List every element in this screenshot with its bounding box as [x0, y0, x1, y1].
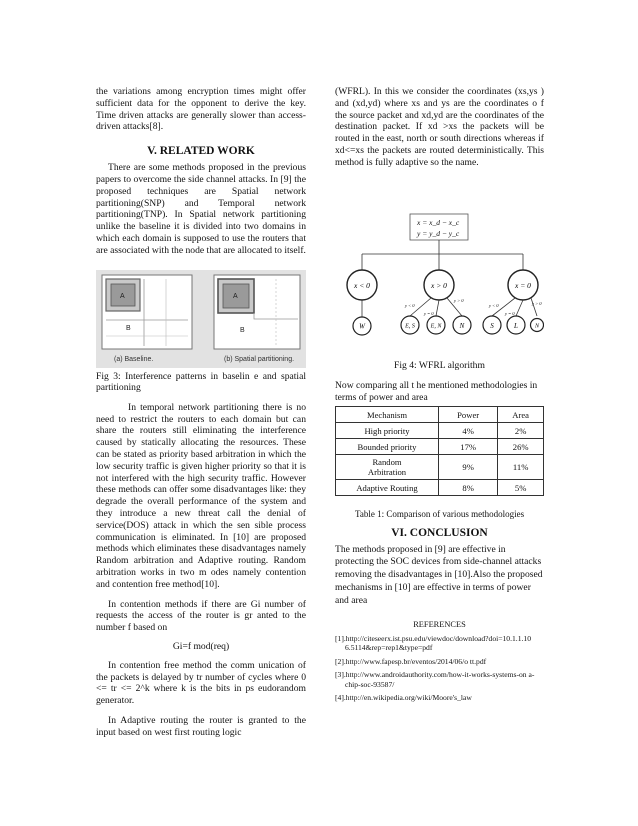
fig3-label-a1: A: [120, 293, 125, 300]
table-cell: 11%: [498, 455, 544, 480]
section-title-related-work: V. RELATED WORK: [147, 145, 255, 158]
related-work-paragraph-3: In contention methods if there are Gi number of requests the access of the router is gr anted to the number f based on: [96, 598, 306, 634]
reference-item: [1].http://citeseerx.ist.psu.edu/viewdoc/download?doi=10.1.1.10 6.5114&rep=rep1&type=pdf: [335, 634, 531, 653]
table-header-row: [336, 407, 544, 423]
fig4-branch-y-neg-mid: y < 0: [405, 303, 415, 308]
fig3-subcaption-a: (a) Baseline.: [114, 356, 154, 363]
fig3-label-b1: B: [126, 325, 131, 332]
fig4-eq1: x = x_d − x_c: [417, 218, 460, 227]
related-work-paragraph-1: There are some methods proposed in the previous papers to overcome the side channel attacks. In [9] the proposed techniques are Spatial network partitioning(SNP) and Temporal network partitioning(TNP). In Spatial network partitioning unlike the baseline it is divided into two domains in which each domain is supposed to use the routers that are associated with the node that are allocated to itself.: [96, 162, 306, 256]
fig4-leaf-2: E, N: [430, 323, 442, 330]
table-cell: 4%: [439, 423, 498, 439]
figure-3-image: [96, 270, 306, 368]
equation: Gi=f mod(req): [172, 640, 230, 652]
fig4-cond-left: x < 0: [354, 281, 370, 290]
fig4-branch-y-neg-right: y < 0: [489, 303, 499, 308]
table-cell: Random Arbitration: [336, 455, 439, 480]
reference-item: [2].http://www.fapesp.br/eventos/2014/06/o tt.pdf: [335, 656, 487, 666]
fig4-branch-y-pos-right: y > 0: [532, 301, 542, 306]
table-header: Power: [439, 407, 498, 423]
fig4-cond-right: x = 0: [515, 281, 531, 290]
table-header: Area: [498, 407, 544, 423]
figure-4-diagram: [335, 212, 544, 352]
table-row: [336, 423, 544, 439]
table-cell: 2%: [498, 423, 544, 439]
table-row: [336, 455, 544, 480]
fig3-subcaption-b: (b) Spatial partitioning.: [224, 356, 295, 363]
conclusion-paragraph: The methods proposed in [9] are effective in protecting the SOC devices from side-channel attacks removing the disadvantages in [10].Also the proposed mechanisms in [10] are effective in terms of power and area: [335, 543, 543, 606]
fig4-leaf-4: S: [490, 322, 494, 330]
fig4-leaf-5: L: [514, 322, 518, 330]
fig4-leaf-0: W: [359, 322, 365, 331]
table-cell: Bounded priority: [336, 439, 439, 455]
comparison-table: [335, 406, 544, 496]
reference-item: [3].http://www.androidauthority.com/how-it-works-systems-on a-chip-soc-93587/: [335, 670, 535, 689]
fig4-leaf-3: N: [459, 322, 465, 330]
related-work-paragraph-4: In contention free method the comm unication of the packets is delayed by tr number of cycles where 0 <= tr <= 2^k where k is the bits in ps eudorandom generator.: [96, 659, 306, 707]
wfrl-paragraph: (WFRL). In this we consider the coordinates (xs,ys ) and (xd,yd) where xs and ys are the coordinates o f the source packet and xd,yd are the coordinates of the destination packet. If xd >xs the packets will be routed in the east, north or south directions whereas if xd<=xs the packets are routed deterministically. This method is fully adaptive so the name.: [335, 86, 544, 168]
table-cell: 8%: [439, 480, 498, 496]
table-row: [336, 480, 544, 496]
fig4-branch-y-pos-mid: y > 0: [454, 298, 464, 303]
references: [335, 620, 544, 703]
table-row: [336, 439, 544, 455]
related-work-paragraph-5: In Adaptive routing the router is granted to the input based on west first routing logic: [96, 714, 306, 738]
fig4-leaf-6: N: [534, 323, 540, 330]
fig3-label-b2: B: [240, 327, 245, 334]
related-work-paragraph-2: In temporal network partitioning there is no need to restrict the routers to each domain but can share the routers still eliminating the interference caused by statically allocating the resources. These can be stated as priority based arbitration in which the low security traffic is given higher priority so that it is not interfered with the high security traffic. However these methods can offer some disadvantages like: they degrade the overall performance of the system and they introduce a new threat call the denial of service(DOS) attack in which the sen sible process communication is eliminated. In [10] are proposed methods which eliminates these disadvantages namely Random arbitration and Adaptive routing. Random arbitration works in two m odes namely contention and contention free method[10].: [96, 401, 306, 590]
comparison-intro: Now comparing all t he mentioned methodologies in terms of power and area: [335, 380, 538, 403]
right-column-bottom: [335, 360, 544, 702]
fig4-branch-y-zero-mid: y = 0: [424, 311, 434, 316]
table-caption: Table 1: Comparison of various methodologies: [355, 509, 525, 520]
right-column-top: [335, 86, 544, 169]
table-cell: High priority: [336, 423, 439, 439]
table-header: Mechanism: [336, 407, 439, 423]
table-cell: 17%: [439, 439, 498, 455]
fig4-branch-y-zero-right: y = 0: [505, 311, 515, 316]
intro-paragraph: the variations among encryption times might offer sufficient data for the opponent to derive the key. Time driven attacks are generally slower than access-driven attacks[8].: [96, 86, 306, 133]
figure-3-caption: Fig 3: Interference patterns in baselin e and spatial partitioning: [96, 371, 306, 394]
fig4-leaf-1: E, S: [405, 323, 415, 330]
fig4-cond-mid: x > 0: [431, 281, 447, 290]
references-title: REFERENCES: [413, 619, 466, 629]
table-cell: Adaptive Routing: [336, 480, 439, 496]
section-title-conclusion: VI. CONCLUSION: [391, 526, 488, 539]
table-cell: 9%: [439, 455, 498, 480]
fig4-eq2: y = y_d − y_c: [417, 229, 460, 238]
left-column-top: [96, 86, 306, 257]
left-column-bottom: [96, 371, 306, 739]
table-cell: 5%: [498, 480, 544, 496]
fig3-label-a2: A: [233, 293, 238, 300]
reference-item: [4].http://en.wikipedia.org/wiki/Moore's_law: [335, 693, 472, 703]
figure-4-caption: Fig 4: WFRL algorithm: [394, 360, 485, 371]
table-cell: 26%: [498, 439, 544, 455]
